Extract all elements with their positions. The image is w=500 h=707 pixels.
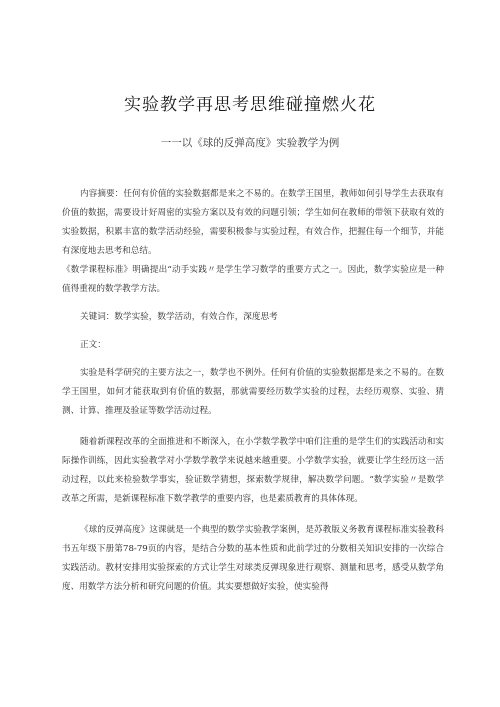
- document-title: 实验教学再思考思维碰撞燃火花: [124, 95, 376, 115]
- body-heading: 正文：: [80, 340, 106, 350]
- document-subtitle: 一一以《球的反弹高度》实验教学为例: [160, 137, 340, 149]
- body-paragraph: 实验是科学研究的主要方法之一，数学也不例外。任何有价值的实验数据都是来之不易的。在数学王国里，如何才能获取到有价值的数据，那就需要经历数学实验的过程，去经历观察、实验、猜测、计算、推理及验证等数学活动过程。: [62, 368, 444, 416]
- abstract-paragraph: 内容摘要：任何有价值的实验数据都是来之不易的。在数学王国里，教师如何引导学生去获取有价值的数据，需要设计好周密的实验方案以及有效的问题引领；学生如何在教师的带领下获取有效的实验数据，积累丰富的数学活动经验，需要积极参与实验过程，有效合作，把握住每一个细节，并能有深度地去思考和总结。: [62, 189, 444, 256]
- keywords-line: 关键词：数学实验，数学活动，有效合作，深度思考: [80, 312, 278, 322]
- body-paragraph: 《球的反弹高度》这课就是一个典型的数学实验教学案例，是苏教版义务教育课程标准实验教科书五年级下册第78-79页的内容，是结合分数的基本性质和此前学过的分数相关知识安排的一次综合实践活动。教材安排用实验探索的方式让学生对球类反弹现象进行观察、测量和思考，感受从数学角度、用数学方法分析和研究问题的价值。其实要想做好实验，使实验得: [62, 525, 444, 592]
- document-body: [62, 185, 444, 597]
- abstract-continuation: 《数学课程标准》明确提出“动手实践〃是学生学习数学的重要方式之一。因此，数学实验应是一种值得重视的数学教学方法。: [62, 265, 444, 294]
- body-paragraph: 随着新课程改革的全面推进和不断深入，在小学数学教学中咱们注重的是学生们的实践活动和实际操作训练，因此实验教学对小学数学教学来说越来越重要。小学数学实验，就要让学生经历这一活动过程，以此来检验数学事实，验证数学猜想，探索数学规律，解决数学问题。“数学实验〃是数学改革之所需，是新课程标准下数学教学的重要内容，也是素质教育的具体体现。: [62, 437, 444, 504]
